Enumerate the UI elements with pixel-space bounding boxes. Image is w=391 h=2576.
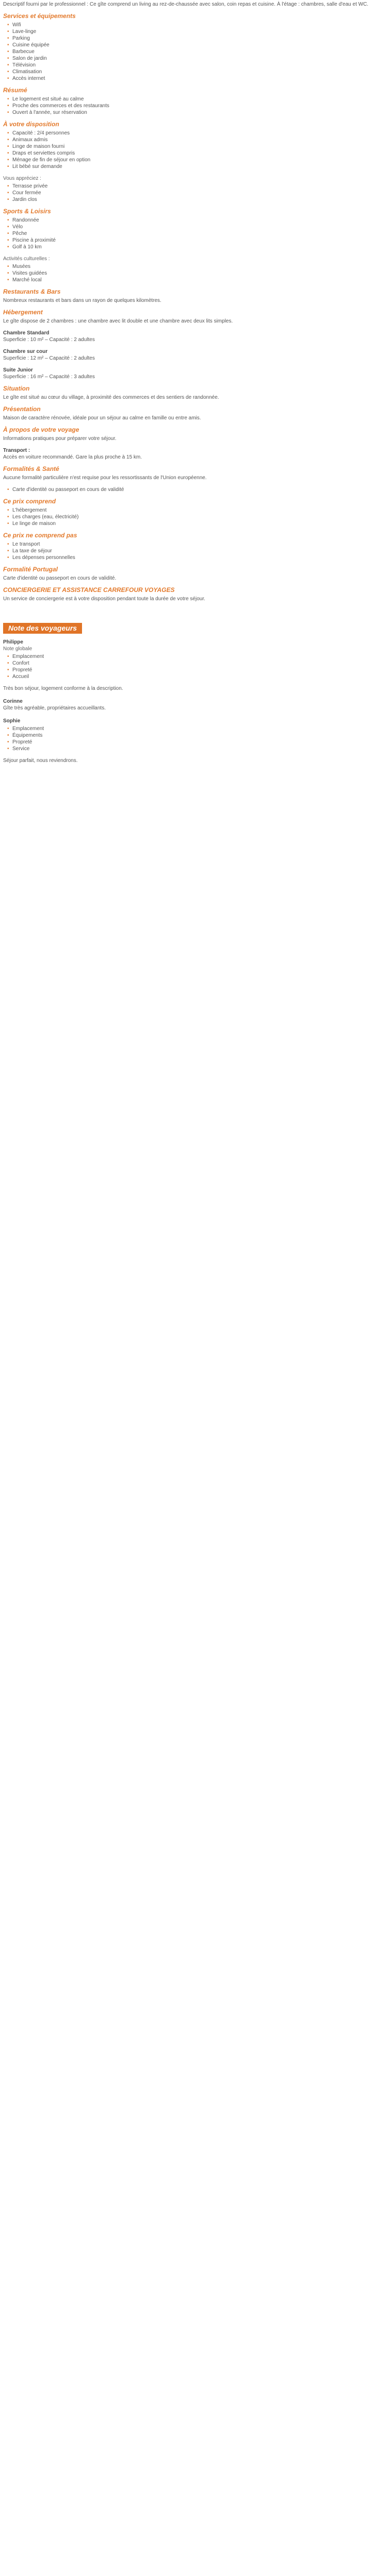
- loisirs-list: [3, 263, 388, 283]
- review-author: Philippe: [3, 639, 23, 645]
- formalite-portugal-text: Carte d'identité ou passeport en cours de validité.: [3, 575, 117, 581]
- formalites-title: Formalités & Santé: [3, 465, 59, 472]
- review-text: Séjour parfait, nous reviendrons.: [3, 758, 78, 764]
- services-sub-list: [3, 183, 388, 203]
- hebergement-title: Hébergement: [3, 309, 43, 316]
- list-item: • Salon de jardin: [12, 55, 388, 62]
- services-title: Services et équipements: [3, 12, 76, 20]
- suite-text: Superficie : 16 m² – Capacité : 3 adultes: [3, 374, 95, 380]
- equip-title: À votre disposition: [3, 121, 59, 128]
- review-criterion: • Propreté: [12, 739, 388, 745]
- review-text: Très bon séjour, logement conforme à la description.: [3, 686, 123, 691]
- list-item: • Cour fermée: [12, 190, 388, 196]
- review-text: Gîte très agréable, propriétaires accueillants.: [3, 705, 106, 711]
- sports-title: Sports & Loisirs: [3, 208, 51, 215]
- review-criterion: • Emplacement: [12, 725, 388, 732]
- prix-pas-title: Ce prix ne comprend pas: [3, 532, 77, 539]
- situation-title: Situation: [3, 385, 30, 392]
- list-item: • Cuisine équipée: [12, 42, 388, 48]
- review-criterion: • Accueil: [12, 673, 388, 680]
- list-item: • Le logement est situé au calme: [12, 96, 388, 103]
- review-criterion: • Confort: [12, 660, 388, 667]
- review-rating-label: Note globale: [3, 646, 32, 652]
- list-item: • Barbecue: [12, 48, 388, 55]
- list-item: • Proche des commerces et des restaurants: [12, 103, 388, 109]
- review-criterion: • Emplacement: [12, 653, 388, 660]
- suite-head: Suite Junior: [3, 367, 33, 373]
- hebergement-text: Le gîte dispose de 2 chambres : une chambre avec lit double et une chambre avec deux lits simples.: [3, 318, 233, 324]
- list-item: • Lave-linge: [12, 28, 388, 35]
- sports-list: [3, 217, 388, 250]
- list-item: • Jardin clos: [12, 196, 388, 203]
- list-item: • Ouvert à l'année, sur réservation: [12, 109, 388, 116]
- list-item: • Randonnée: [12, 217, 388, 224]
- list-item: • Pêche: [12, 230, 388, 237]
- list-item: • Vélo: [12, 224, 388, 230]
- page-content: [0, 0, 391, 775]
- prix-pas-list: [3, 541, 388, 561]
- chambre-standard-text: Superficie : 10 m² – Capacité : 2 adultes: [3, 337, 95, 343]
- services-head: Vous appréciez :: [3, 176, 41, 181]
- resume-title: Résumé: [3, 87, 27, 94]
- review-criterion: • Service: [12, 745, 388, 752]
- prix-comprend-list: [3, 507, 388, 527]
- list-item: • Le linge de maison: [12, 520, 388, 527]
- list-item: • Le transport: [12, 541, 388, 548]
- list-item: • Golf à 10 km: [12, 244, 388, 250]
- services-list: [3, 22, 388, 82]
- chambre-standard-head: Chambre Standard: [3, 330, 50, 336]
- loisirs-head: Activités culturelles :: [3, 256, 50, 262]
- equip-list: [3, 130, 388, 170]
- list-item: • Visites guidées: [12, 270, 388, 277]
- formalite-portugal-title: Formalité Portugal: [3, 566, 58, 573]
- resto-text: Nombreux restaurants et bars dans un rayon de quelques kilomètres.: [3, 298, 161, 303]
- chambre-cour-head: Chambre sur cour: [3, 349, 48, 354]
- review-criterion: • Équipements: [12, 732, 388, 739]
- review-author: Sophie: [3, 718, 21, 724]
- chambre-cour-text: Superficie : 12 m² – Capacité : 2 adultes: [3, 355, 95, 361]
- list-item: • Linge de maison fourni: [12, 143, 388, 150]
- list-item: • Accès internet: [12, 75, 388, 82]
- apropos-title: À propos de votre voyage: [3, 426, 79, 433]
- prix-comprend-title: Ce prix comprend: [3, 498, 56, 505]
- list-item: • Piscine à proximité: [12, 237, 388, 244]
- list-item: • Ménage de fin de séjour en option: [12, 157, 388, 163]
- transport-head: Transport :: [3, 448, 30, 453]
- list-item: • Carte d'identité ou passeport en cours de validité: [12, 486, 388, 493]
- conciergerie-text: Un service de conciergerie est à votre disposition pendant toute la durée de votre séjour.: [3, 596, 205, 602]
- apropos-text: Informations pratiques pour préparer votre séjour.: [3, 436, 117, 442]
- review-author: Corinne: [3, 699, 23, 704]
- transport-text: Accès en voiture recommandé. Gare la plus proche à 15 km.: [3, 454, 142, 460]
- presentation-text: Maison de caractère rénovée, idéale pour un séjour au calme en famille ou entre amis.: [3, 415, 201, 421]
- review-item: [3, 698, 388, 711]
- list-item: • Terrasse privée: [12, 183, 388, 190]
- review-criteria: [3, 725, 388, 752]
- review-criteria: [3, 653, 388, 680]
- notes-list: [3, 639, 388, 764]
- resto-title: Restaurants & Bars: [3, 288, 61, 295]
- presentation-title: Présentation: [3, 405, 41, 413]
- list-item: • Wifi: [12, 22, 388, 28]
- formalites-text: Aucune formalité particulière n'est requise pour les ressortissants de l'Union européenne.: [3, 475, 207, 481]
- situation-text: Le gîte est situé au cœur du village, à proximité des commerces et des sentiers de randonnée.: [3, 395, 219, 400]
- conciergerie-title: CONCIERGERIE ET ASSISTANCE CARREFOUR VOYAGES: [3, 586, 175, 594]
- list-item: • Animaux admis: [12, 137, 388, 143]
- review-item: [3, 718, 388, 764]
- review-criterion: • Propreté: [12, 667, 388, 673]
- list-item: • Les dépenses personnelles: [12, 554, 388, 561]
- list-item: • Musées: [12, 263, 388, 270]
- list-item: • Capacité : 2/4 personnes: [12, 130, 388, 137]
- list-item: • Télévision: [12, 62, 388, 69]
- list-item: • Lit bébé sur demande: [12, 163, 388, 170]
- list-item: • Parking: [12, 35, 388, 42]
- notes-heading: Note des voyageurs: [3, 623, 82, 634]
- formalites-list: [3, 486, 388, 493]
- review-item: [3, 639, 388, 692]
- list-item: • L'hébergement: [12, 507, 388, 514]
- list-item: • Les charges (eau, électricité): [12, 514, 388, 520]
- intro-text: Descriptif fourni par le professionnel : Ce gîte comprend un living au rez-de-chaussée avec salon, coin repas et cuisine. À l'étage : chambres, salle d'eau et WC.: [3, 2, 369, 7]
- resume-list: [3, 96, 388, 116]
- list-item: • Draps et serviettes compris: [12, 150, 388, 157]
- list-item: • La taxe de séjour: [12, 548, 388, 554]
- list-item: • Climatisation: [12, 69, 388, 75]
- list-item: • Marché local: [12, 277, 388, 283]
